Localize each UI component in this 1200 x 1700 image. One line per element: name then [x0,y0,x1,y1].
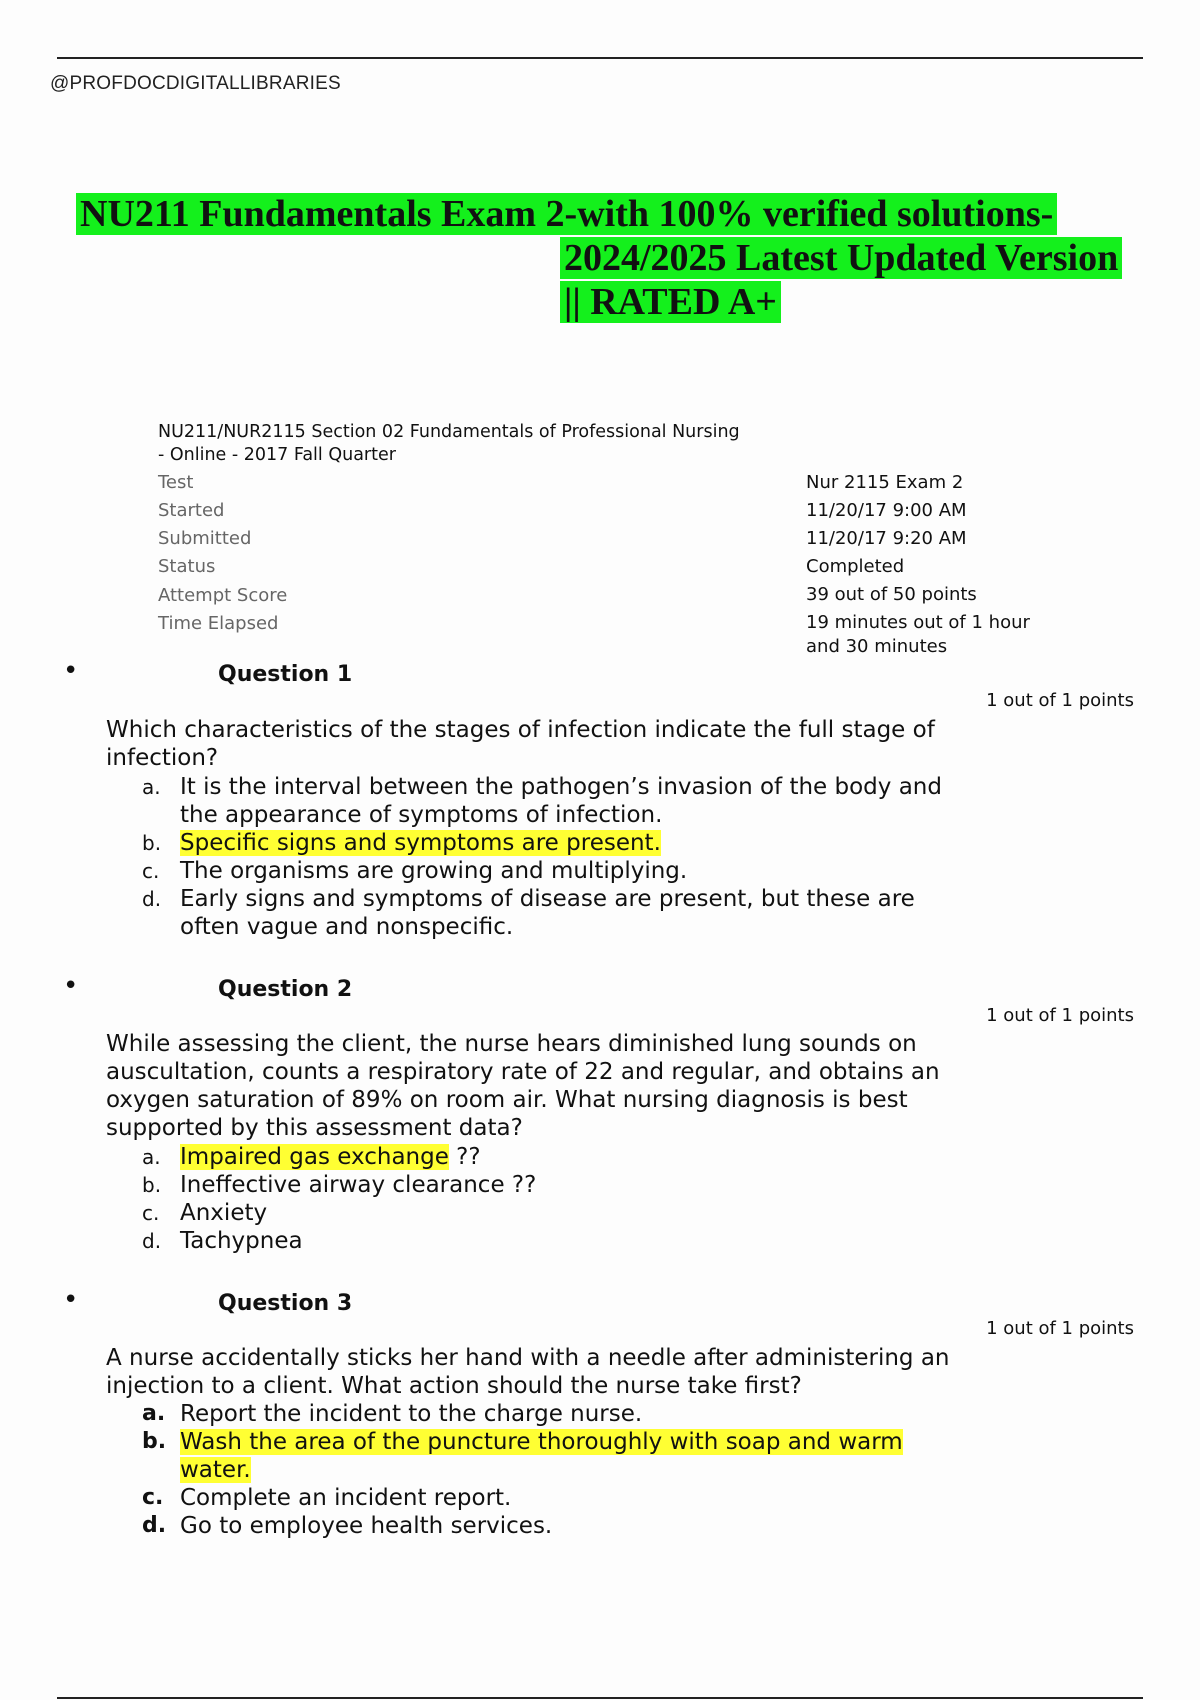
bullet-icon: • [63,656,79,686]
course-name-line-1: NU211/NUR2115 Section 02 Fundamentals of Professional Nursing [158,422,740,442]
question-1-points: 1 out of 1 points [986,690,1134,711]
question-3-points: 1 out of 1 points [986,1318,1134,1339]
option-letter: a. [142,1401,166,1426]
option-letter: a. [142,775,161,799]
option-text: The organisms are growing and multiplying. [180,858,688,884]
option-letter: b. [142,1429,167,1454]
course-name [158,421,798,467]
question-3-option-a [140,1400,980,1428]
question-1-header [55,656,1145,692]
test-label: Test [158,472,194,493]
status-value: Completed [806,556,905,577]
option-text: Complete an incident report. [180,1485,512,1511]
option-text: Report the incident to the charge nurse. [180,1401,643,1427]
option-text: Anxiety [180,1200,268,1226]
correct-answer-text: Specific signs and symptoms are present. [180,830,661,856]
watermark-text: @PROFDOCDIGITALLIBRARIES [50,73,341,94]
time-elapsed-value-line-1: 19 minutes out of 1 hour [806,612,1030,633]
option-letter: d. [142,1513,167,1538]
question-2-text: While assessing the client, the nurse hears diminished lung sounds on auscultation, counts a respiratory rate of 22 and regular, and obtains an oxygen saturation of 89% on room air. What nursing diagnosis is best supported by this assessment data? [106,1031,940,1141]
option-suffix: ?? [448,1144,481,1170]
document-title-line-1: NU211 Fundamentals Exam 2-with 100% verified solutions- [76,192,1057,236]
question-2-title: Question 2 [218,977,353,1002]
question-2-option-b [140,1171,980,1199]
document-title-line-2: 2024/2025 Latest Updated Version [560,236,1122,280]
option-letter: d. [142,887,162,911]
option-letter: a. [142,1145,161,1169]
attempt-score-value: 39 out of 50 points [806,584,977,605]
question-3-option-d [140,1512,980,1540]
option-letter: c. [142,1201,160,1225]
option-letter: c. [142,1485,164,1510]
question-2-header [55,971,1145,1007]
option-text: It is the interval between the pathogen’s invasion of the body and the appearance of symptoms of infection. [180,774,942,828]
submitted-label: Submitted [158,528,252,549]
bottom-rule [57,1697,1143,1699]
option-letter: b. [142,1173,162,1197]
started-label: Started [158,500,225,521]
question-1-option-d [140,885,980,941]
submitted-value: 11/20/17 9:20 AM [806,528,967,549]
question-3-header [55,1285,1145,1321]
question-2-option-a [140,1143,980,1171]
option-letter: b. [142,831,162,855]
question-3-option-c [140,1484,980,1512]
time-elapsed-label: Time Elapsed [158,613,279,634]
question-2-option-d [140,1227,980,1255]
time-elapsed-value [806,611,1030,659]
bullet-icon: • [63,1285,79,1315]
question-1-options [140,773,980,941]
status-label: Status [158,556,216,577]
option-text: Ineffective airway clearance ?? [180,1172,537,1198]
option-text: Go to employee health services. [180,1513,553,1539]
option-letter: d. [142,1229,162,1253]
question-3-options [140,1400,980,1540]
question-1-text: Which characteristics of the stages of infection indicate the full stage of infection? [106,717,935,771]
question-3-option-b [140,1428,980,1484]
correct-answer-text: Wash the area of the puncture thoroughly with soap and warm water. [180,1429,903,1483]
question-2-option-c [140,1199,980,1227]
option-text: Early signs and symptoms of disease are present, but these are often vague and nonspecific. [180,886,915,940]
correct-answer-text: Impaired gas exchange [180,1144,449,1170]
attempt-score-label: Attempt Score [158,585,288,606]
option-letter: c. [142,859,160,883]
question-2-options [140,1143,980,1255]
option-text: Tachypnea [180,1228,303,1254]
question-1-option-a [140,773,980,829]
test-value: Nur 2115 Exam 2 [806,472,964,493]
question-1-title: Question 1 [218,662,353,687]
started-value: 11/20/17 9:00 AM [806,500,967,521]
course-name-line-2: - Online - 2017 Fall Quarter [158,445,396,465]
time-elapsed-value-line-2: and 30 minutes [806,636,948,657]
question-3-text: A nurse accidentally sticks her hand with a needle after administering an injection to a client. What action should the nurse take first? [106,1345,950,1399]
bullet-icon: • [63,971,79,1001]
question-3-title: Question 3 [218,1291,353,1316]
document-title-line-3: || RATED A+ [560,280,781,324]
question-1-option-b [140,829,980,857]
question-2-points: 1 out of 1 points [986,1005,1134,1026]
question-1-option-c [140,857,980,885]
top-rule [57,57,1143,59]
